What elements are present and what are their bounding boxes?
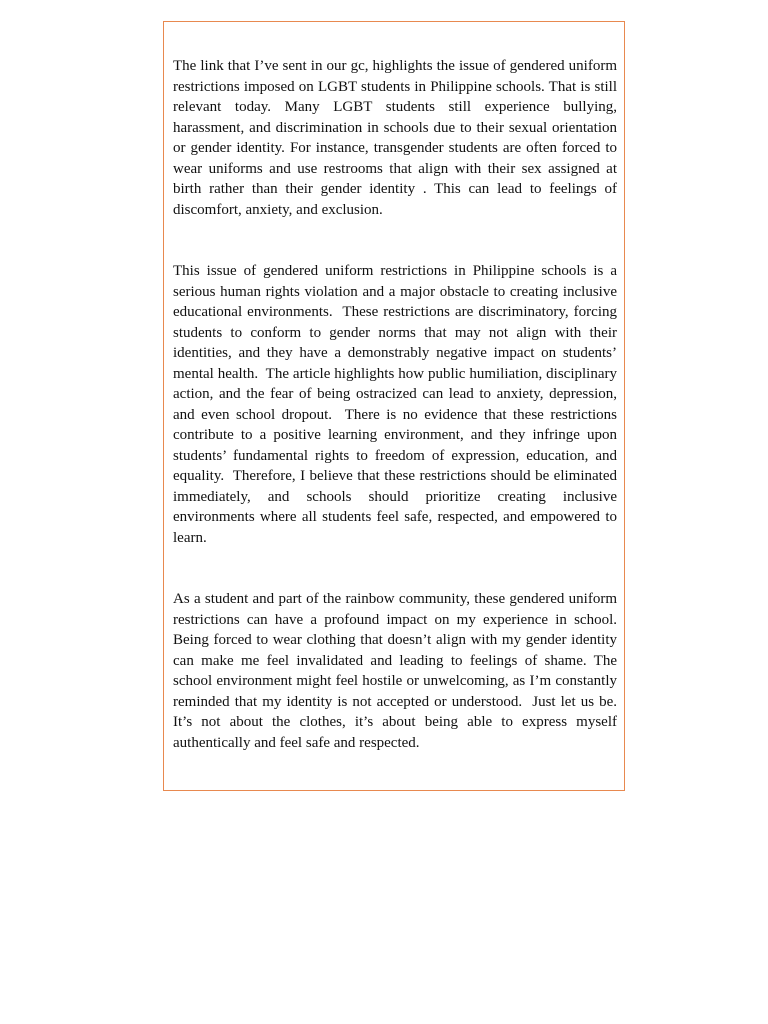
paragraph-3: As a student and part of the rainbow community, these gendered uniform restrictions can have a profound impact on my experience in school. Being forced to wear clothing that doesn’t align with my gender identity can make me feel invalidated and leading to feelings of shame. The school environment might feel hostile or unwelcoming, as I’m constantly reminded that my identity is not accepted or understood. Just let us be. It’s not about the clothes, it’s about being able to express myself authentically and feel safe and respected.: [173, 591, 621, 751]
paragraph-spacer: [173, 548, 617, 589]
paragraph-spacer: [173, 220, 617, 261]
paragraph-1: The link that I’ve sent in our gc, highlights the issue of gendered uniform restrictions imposed on LGBT students in Philippine schools. That is still relevant today. Many LGBT students still experience bullying, harassment, and discrimination in schools due to their sexual orientation or gender identity. For instance, transgender students are often forced to wear uniforms and use restrooms that align with their sex assigned at birth rather than their gender identity . This can lead to feelings of discomfort, anxiety, and exclusion.: [173, 58, 621, 218]
paragraph-2: This issue of gendered uniform restrictions in Philippine schools is a serious human rights violation and a major obstacle to creating inclusive educational environments. These restrictions are discriminatory, forcing students to conform to gender norms that may not align with their identities, and they have a demonstrably negative impact on students’ mental health. The article highlights how public humiliation, disciplinary action, and the fear of being ostracized can lead to anxiety, depression, and even school dropout. There is no evidence that these restrictions contribute to a positive learning environment, and they infringe upon students’ fundamental rights to freedom of expression, education, and equality. Therefore, I believe that these restrictions should be eliminated immediately, and schools should prioritize creating inclusive environments where all students feel safe, respected, and empowered to learn.: [173, 263, 621, 546]
page-frame: [163, 21, 625, 791]
document-body: [173, 56, 621, 753]
